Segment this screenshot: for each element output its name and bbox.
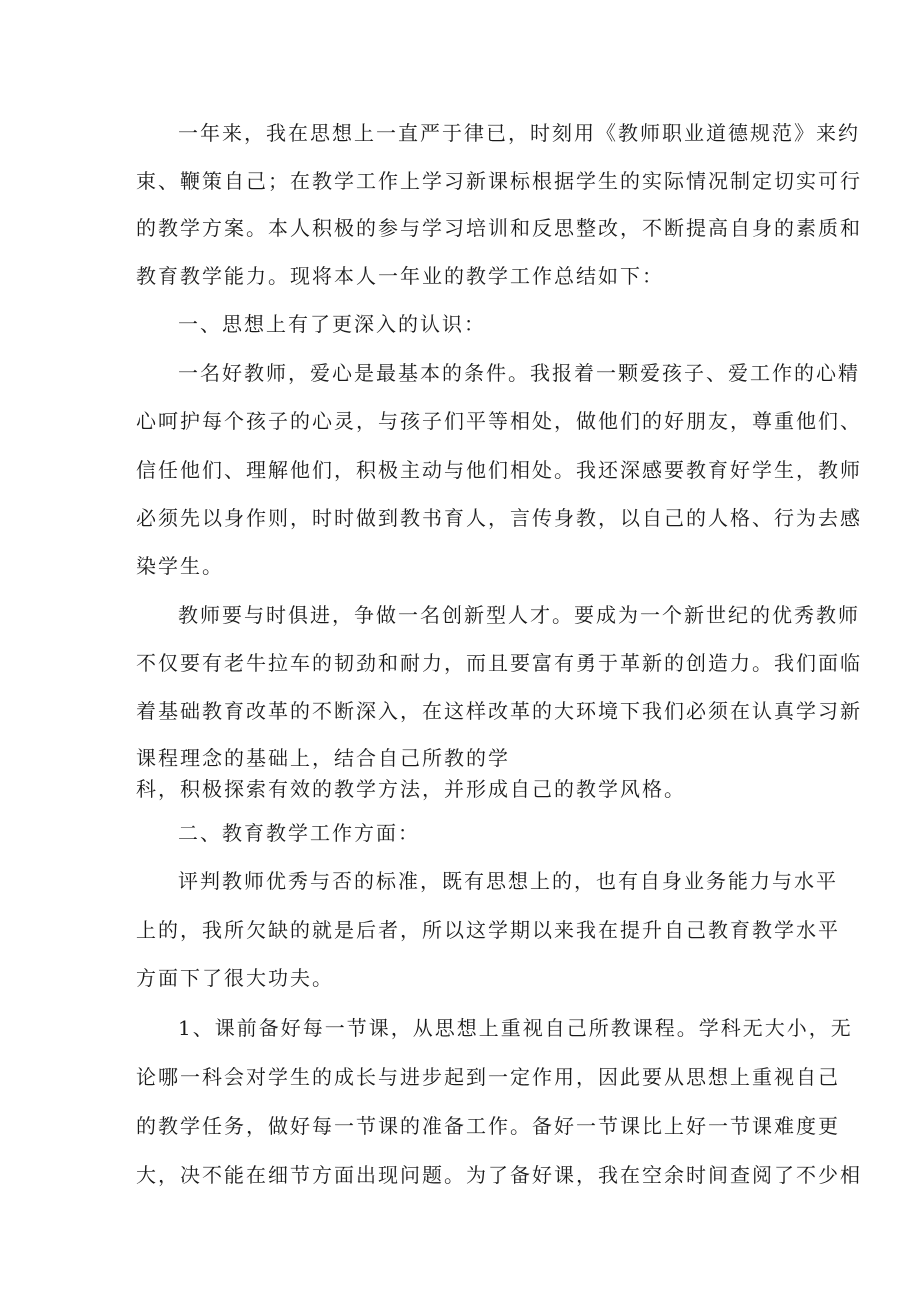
love-line-2: 心呵护每个孩子的心灵，与孩子们平等相处，做他们的好朋友，尊重他们、 <box>136 409 862 433</box>
prep-line-2: 论哪一科会对学生的成长与进步起到一定作用，因此要从思想上重视自己 <box>136 1065 840 1089</box>
love-line-1: 一名好教师，爱心是最基本的条件。我报着一颗爱孩子、爱工作的心精 <box>178 361 860 385</box>
love-line-5: 染学生。 <box>136 554 224 578</box>
intro-line-4: 教育教学能力。现将本人一年业的教学工作总结如下： <box>136 264 664 288</box>
prep-line-1: 1、课前备好每一节课，从思想上重视自己所教课程。学科无大小，无 <box>178 1016 853 1040</box>
innovate-line-5: 科，积极探索有效的教学方法，并形成自己的教学风格。 <box>136 777 686 801</box>
innovate-line-3: 着基础教育改革的不断深入，在这样改革的大环境下我们必须在认真学习新 <box>136 699 862 723</box>
section-heading-2: 二、教育教学工作方面： <box>178 821 420 845</box>
innovate-line-4: 课程理念的基础上，结合自己所教的学 <box>136 746 510 770</box>
intro-line-2: 束、鞭策自己；在教学工作上学习新课标根据学生的实际情况制定切实可行 <box>136 169 862 193</box>
section-heading-1: 一、思想上有了更深入的认识： <box>178 312 486 336</box>
innovate-line-2: 不仅要有老牛拉车的韧劲和耐力，而且要富有勇于革新的创造力。我们面临 <box>136 651 862 675</box>
prep-line-4: 大，决不能在细节方面出现问题。为了备好课，我在空余时间查阅了不少相 <box>136 1163 862 1187</box>
evaluate-line-3: 方面下了很大功夫。 <box>136 966 334 990</box>
evaluate-line-2: 上的，我所欠缺的就是后者，所以这学期以来我在提升自己教育教学水平 <box>136 918 840 942</box>
intro-line-1: 一年来，我在思想上一直严于律已，时刻用《教师职业道德规范》来约 <box>178 121 860 145</box>
evaluate-line-1: 评判教师优秀与否的标准，既有思想上的，也有自身业务能力与水平 <box>178 869 838 893</box>
love-line-4: 必须先以身作则，时时做到教书育人，言传身教，以自己的人格、行为去感 <box>136 506 862 530</box>
love-line-3: 信任他们、理解他们，积极主动与他们相处。我还深感要教育好学生，教师 <box>136 458 862 482</box>
intro-line-3: 的教学方案。本人积极的参与学习培训和反思整改，不断提高自身的素质和 <box>136 216 862 240</box>
prep-line-3: 的教学任务，做好每一节课的准备工作。备好一节课比上好一节课难度更 <box>136 1114 840 1138</box>
innovate-line-1: 教师要与时俱进，争做一名创新型人才。要成为一个新世纪的优秀教师 <box>178 603 860 627</box>
